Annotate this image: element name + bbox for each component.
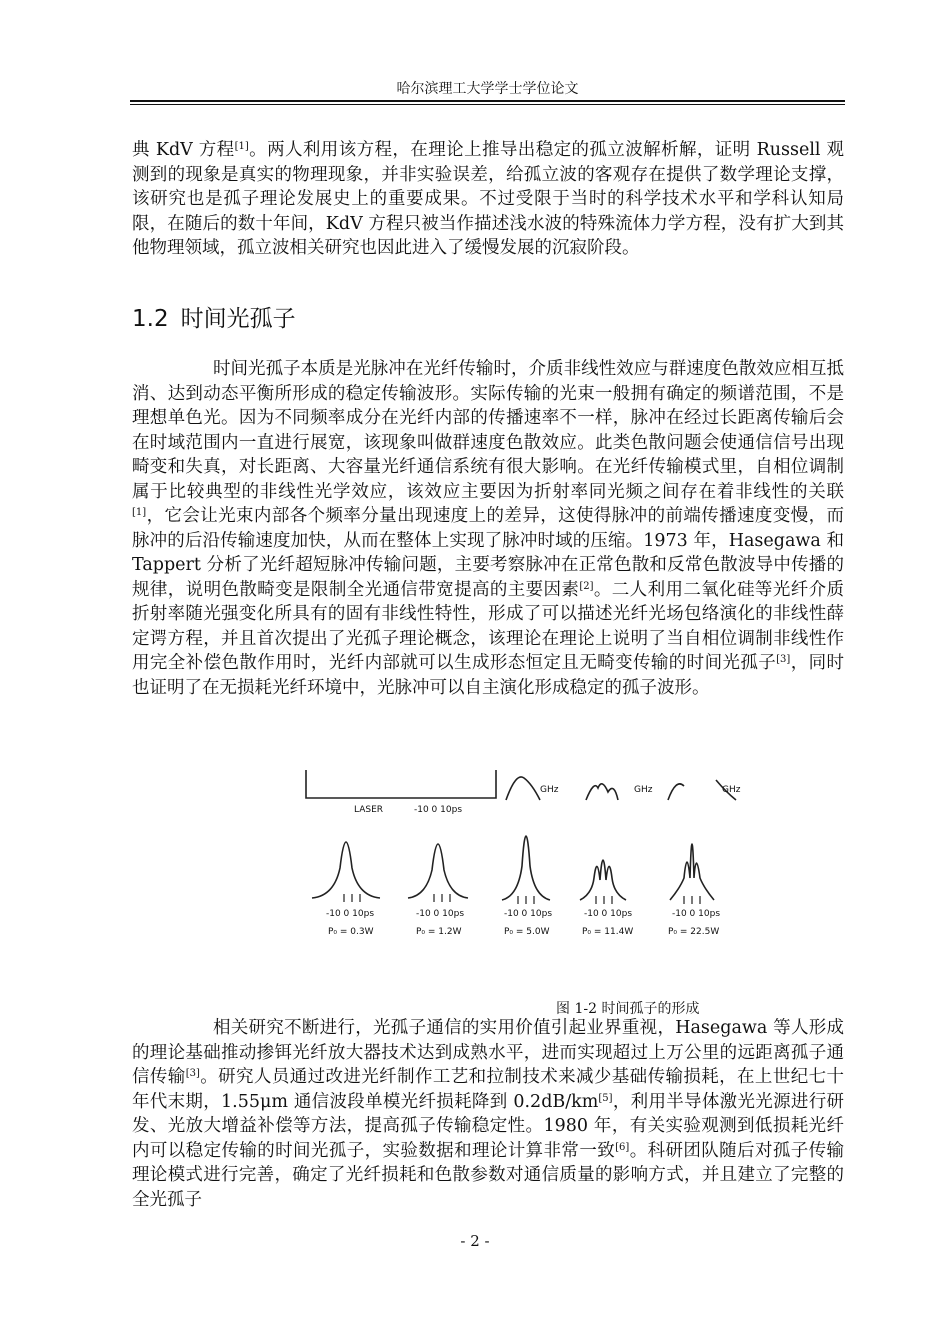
text-run: 。研究人员通过改进光纤制作工艺和拉制技术来减少基础传输损耗，在上世纪七十年代末期，1.55μm 通信波段单模光纤损耗降到 0.2dB/km xyxy=(132,1067,845,1112)
citation: [1] xyxy=(132,507,147,518)
pulse-3 xyxy=(502,836,550,900)
text-run: 。两人利用该方程，在理论上推导出稳定的孤立波解析解，证明 Russell 观测到的现象是真实的物理现象，并非实验误差，给孤立波的客观存在提供了数学理论支撑，该研究也是孤子理论发展史上的重要成果。不过受限于当时的科学技术水平和学科认知局限，在随后的数十年间，KdV 方程只被当作描述浅水波的特殊流体力学方程，没有扩大到其他物理领域，孤立波相关研究也因此进入了缓慢发展的沉寂阶段。 xyxy=(132,140,844,258)
pulse-2 xyxy=(408,844,468,898)
panel-power-label: P₀ = 22.5W xyxy=(668,927,720,937)
panel-power-label: P₀ = 1.2W xyxy=(416,927,462,937)
body-paragraph xyxy=(132,1016,844,1212)
panel-power-label: P₀ = 0.3W xyxy=(328,927,374,937)
spectrum-curve-top-3 xyxy=(668,784,684,800)
section-number: 1.2 xyxy=(132,306,169,332)
paragraph-2-block xyxy=(132,1016,844,1212)
spectrum-curve-top-1 xyxy=(506,777,540,800)
citation: [2] xyxy=(579,580,594,592)
citation: [3] xyxy=(185,1068,200,1079)
text-run: 时间光孤子本质是光脉冲在光纤传输时，介质非线性效应与群速度色散效应相互抵消、达到动态平衡所形成的稳定传输波形。实际传输的光束一般拥有确定的频谱范围，不是理想单色光。因为不同频率成分在光纤内部的传播速率不一样，脉冲在经过长距离传输后会在时域范围内一直进行展宽，该现象叫做群速度色散效应。此类色散问题会使通信信号出现畸变和失真，对长距离、大容量光纤通信系统有很大影响。在光纤传输模式里，自相位调制属于比较典型的非线性光学效应，该效应主要因为折射率同光频之间存在着非线性的关联 xyxy=(132,359,844,502)
panel-power-label: P₀ = 5.0W xyxy=(504,927,550,937)
body-paragraph xyxy=(132,357,844,700)
text-run: ，同时也证明了在无损耗光纤环境中，光脉冲可以自主演化形成稳定的孤子波形。 xyxy=(132,653,845,698)
paragraph-1-block xyxy=(132,357,844,700)
pulse-5 xyxy=(670,844,714,900)
pulse-4 xyxy=(580,860,626,900)
text-run: ，它会让光束内部各个频率分量出现速度上的差异，这使得脉冲的前端传播速度变慢，而脉冲的后沿传输速度加快，从而在整体上实现了脉冲时域的压缩。1973 年，Hasegawa 和 Tappert 分析了光纤超短脉冲传输问题，主要考察脉冲在正常色散和反常色散波导中传播的规律，说明色散畸变是限制全光通信带宽提高的主要因素 xyxy=(132,506,844,600)
text-run: 典 KdV 方程 xyxy=(132,140,235,160)
section-title: 时间光孤子 xyxy=(180,306,296,332)
section-heading xyxy=(132,300,296,333)
page-number: - 2 - xyxy=(460,1232,490,1250)
ghz-label: GHz xyxy=(722,785,741,795)
citation: [3] xyxy=(776,654,791,665)
figure-caption: 图 1-2 时间孤子的形成 xyxy=(556,1001,700,1017)
axis-label-top: -10 0 10ps xyxy=(414,805,463,815)
panel-power-label: P₀ = 11.4W xyxy=(582,927,634,937)
text-run: 。二人利用二氧化硅等光纤介质折射率随光强变化所具有的固有非线性特性，形成了可以描述光纤光场包络演化的非线性薛定谔方程，并且首次提出了光孤子理论概念，该理论在理论上说明了当自相位调制非线性作用完全补偿色散作用时，光纤内部就可以生成形态恒定且无畸变传输的时间光孤子 xyxy=(132,579,845,673)
ghz-label: GHz xyxy=(540,785,559,795)
header-rule xyxy=(130,100,845,102)
laser-box xyxy=(306,770,496,798)
text-run: 相关研究不断进行，光孤子通信的实用价值引起业界重视，Hasegawa 等人形成的理论基础推动掺铒光纤放大器技术达到成熟水平，进而实现超过上万公里的远距离孤子通信传输 xyxy=(132,1018,844,1087)
citation: [5] xyxy=(598,1092,613,1104)
running-header: 哈尔滨理工大学学士学位论文 xyxy=(396,81,579,97)
panel-axis-label: -10 0 10ps xyxy=(504,909,553,919)
intro-paragraph xyxy=(132,138,844,261)
pulse-1 xyxy=(312,842,380,898)
citation: [1] xyxy=(234,141,249,152)
laser-label: LASER xyxy=(354,805,384,815)
ghz-label: GHz xyxy=(634,785,653,795)
panel-axis-label: -10 0 10ps xyxy=(326,909,375,919)
text-run: 。科研团队随后对孤子传输理论模式进行完善，确定了光纤损耗和色散参数对通信质量的影响方式，并且建立了完整的全光孤子 xyxy=(132,1140,845,1210)
panel-axis-label: -10 0 10ps xyxy=(416,909,465,919)
spectrum-curve-top-2 xyxy=(586,784,618,800)
header-rule-thin xyxy=(130,104,845,105)
soliton-formation-figure xyxy=(296,770,766,950)
text-run: ，利用半导体激光光源进行研发、光放大增益补偿等方法，提高孤子传输稳定性。1980 年，有关实验观测到低损耗光纤内可以稳定传输的时间光孤子，实验数据和理论计算非常一致 xyxy=(132,1091,845,1161)
panel-axis-label: -10 0 10ps xyxy=(672,909,721,919)
panel-axis-label: -10 0 10ps xyxy=(584,909,633,919)
citation: [6] xyxy=(615,1141,630,1153)
intro-paragraph-block xyxy=(132,138,844,261)
